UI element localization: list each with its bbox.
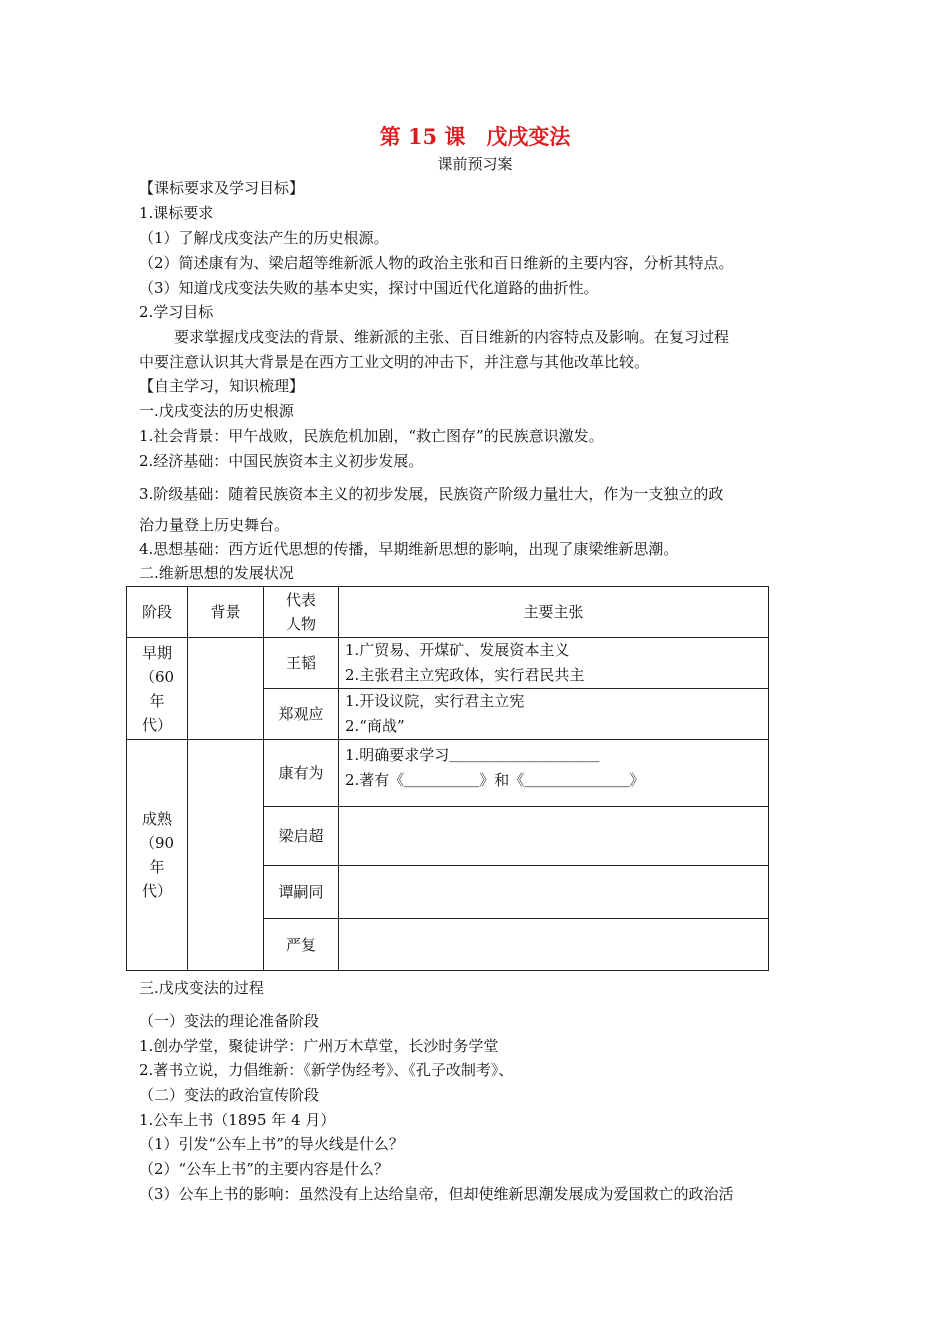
reform-thought-table [126, 586, 769, 971]
root-class-line-1: 3.阶级基础：随着民族资本主义的初步发展，民族资产阶级力量壮大，作为一支独立的政 [139, 485, 724, 503]
root-ideology: 4.思想基础：西方近代思想的传播，早期维新思想的影响，出现了康梁维新思潮。 [139, 540, 679, 558]
root-social: 1.社会背景：甲午战败，民族危机加剧，“救亡图存”的民族意识激发。 [139, 427, 604, 445]
theory-item-2: 2.著书立说，力倡维新：《新学伪经考》、《孔子改制考》、 [139, 1061, 514, 1079]
person-wang-tao: 王韬 [264, 638, 339, 689]
claims-yan-fu [339, 919, 769, 971]
theory-item-1: 1.创办学堂，聚徒讲学：广州万木草堂，长沙时务学堂 [139, 1037, 499, 1055]
person-kang-youwei: 康有为 [264, 740, 339, 807]
standard-item-3: （3）知道戊戌变法失败的基本史实，探讨中国近代化道路的曲折性。 [139, 279, 599, 297]
background-mature-cell [188, 740, 264, 971]
part-three-heading: 三.戊戌变法的过程 [139, 979, 264, 997]
objectives-paragraph-line-2: 中要注意认识其大背景是在西方工业文明的冲击下，并注意与其他改革比较。 [139, 353, 650, 371]
stage-early-line: 年 [149, 691, 165, 710]
section-heading-self-study: 【自主学习，知识梳理】 [139, 377, 305, 395]
subheading-objectives: 2.学习目标 [139, 303, 214, 321]
lesson-title: 第 15 课 戊戌变法 [379, 124, 571, 149]
header-claims: 主要主张 [339, 587, 769, 638]
claims-wang-tao [339, 638, 769, 689]
section-heading-standards: 【课标要求及学习目标】 [139, 179, 305, 197]
header-representative [264, 587, 339, 638]
petition-question-2: （2）“公车上书”的主要内容是什么？ [139, 1160, 389, 1178]
claim-line: 1.明确要求学习＿＿＿＿＿＿＿＿＿＿ [345, 746, 600, 764]
petition-heading: 1.公车上书（1895 年 4 月） [139, 1111, 336, 1129]
claim-line: 1.开设议院，实行君主立宪 [345, 692, 525, 710]
claim-line: 2.著有《＿＿＿＿＿》和《＿＿＿＿＿＿＿》 [345, 771, 645, 789]
petition-influence: （3）公车上书的影响：虽然没有上达给皇帝，但却使维新思潮发展成为爱国救亡的政治活 [139, 1185, 734, 1203]
header-background: 背景 [188, 587, 264, 638]
root-economic: 2.经济基础：中国民族资本主义初步发展。 [139, 452, 424, 470]
stage-early-line: 代） [141, 715, 172, 734]
claims-zheng-guanying [339, 689, 769, 740]
standard-item-2: （2）简述康有为、梁启超等维新派人物的政治主张和百日维新的主要内容，分析其特点。 [139, 254, 734, 272]
person-tan-sitong: 谭嗣同 [264, 866, 339, 919]
stage-mature-line: （90 [139, 834, 175, 852]
person-liang-qichao: 梁启超 [264, 807, 339, 866]
person-yan-fu: 严复 [264, 919, 339, 971]
stage-early-line: 早期 [141, 643, 172, 662]
claims-tan-sitong [339, 866, 769, 919]
header-representative-line-2: 人物 [285, 615, 316, 633]
stage-mature-line: 年 [149, 858, 165, 876]
claims-kang-youwei [339, 740, 769, 807]
claim-line: 1.广贸易、开煤矿、发展资本主义 [345, 641, 570, 659]
stage-theory-heading: （一）变法的理论准备阶段 [139, 1012, 320, 1030]
standard-item-1: （1）了解戊戌变法产生的历史根源。 [139, 229, 389, 247]
stage-early-line: （60 [139, 667, 175, 686]
header-representative-line-1: 代表 [285, 591, 316, 609]
stage-mature-line: 代） [141, 882, 172, 900]
objectives-paragraph-line-1: 要求掌握戊戌变法的背景、维新派的主张、百日维新的内容特点及影响。在复习过程 [174, 328, 730, 346]
part-two-heading: 二.维新思想的发展状况 [139, 564, 294, 582]
background-early-cell [188, 638, 264, 740]
stage-mature-cell [127, 740, 188, 971]
petition-question-1: （1）引发“公车上书”的导火线是什么？ [139, 1135, 404, 1153]
stage-propaganda-heading: （二）变法的政治宣传阶段 [139, 1086, 320, 1104]
claim-line: 2.“商战” [345, 717, 405, 735]
part-one-heading: 一.戊戌变法的历史根源 [139, 402, 294, 420]
claim-line: 2.主张君主立宪政体，实行君民共主 [345, 666, 585, 684]
header-stage: 阶段 [127, 587, 188, 638]
person-zheng-guanying: 郑观应 [264, 689, 339, 740]
root-class-line-2: 治力量登上历史舞台。 [139, 516, 290, 534]
claims-liang-qichao [339, 807, 769, 866]
lesson-subtitle: 课前预习案 [437, 155, 513, 173]
stage-mature-line: 成熟 [141, 810, 172, 828]
subheading-standards: 1.课标要求 [139, 204, 214, 222]
stage-early-cell [127, 638, 188, 740]
